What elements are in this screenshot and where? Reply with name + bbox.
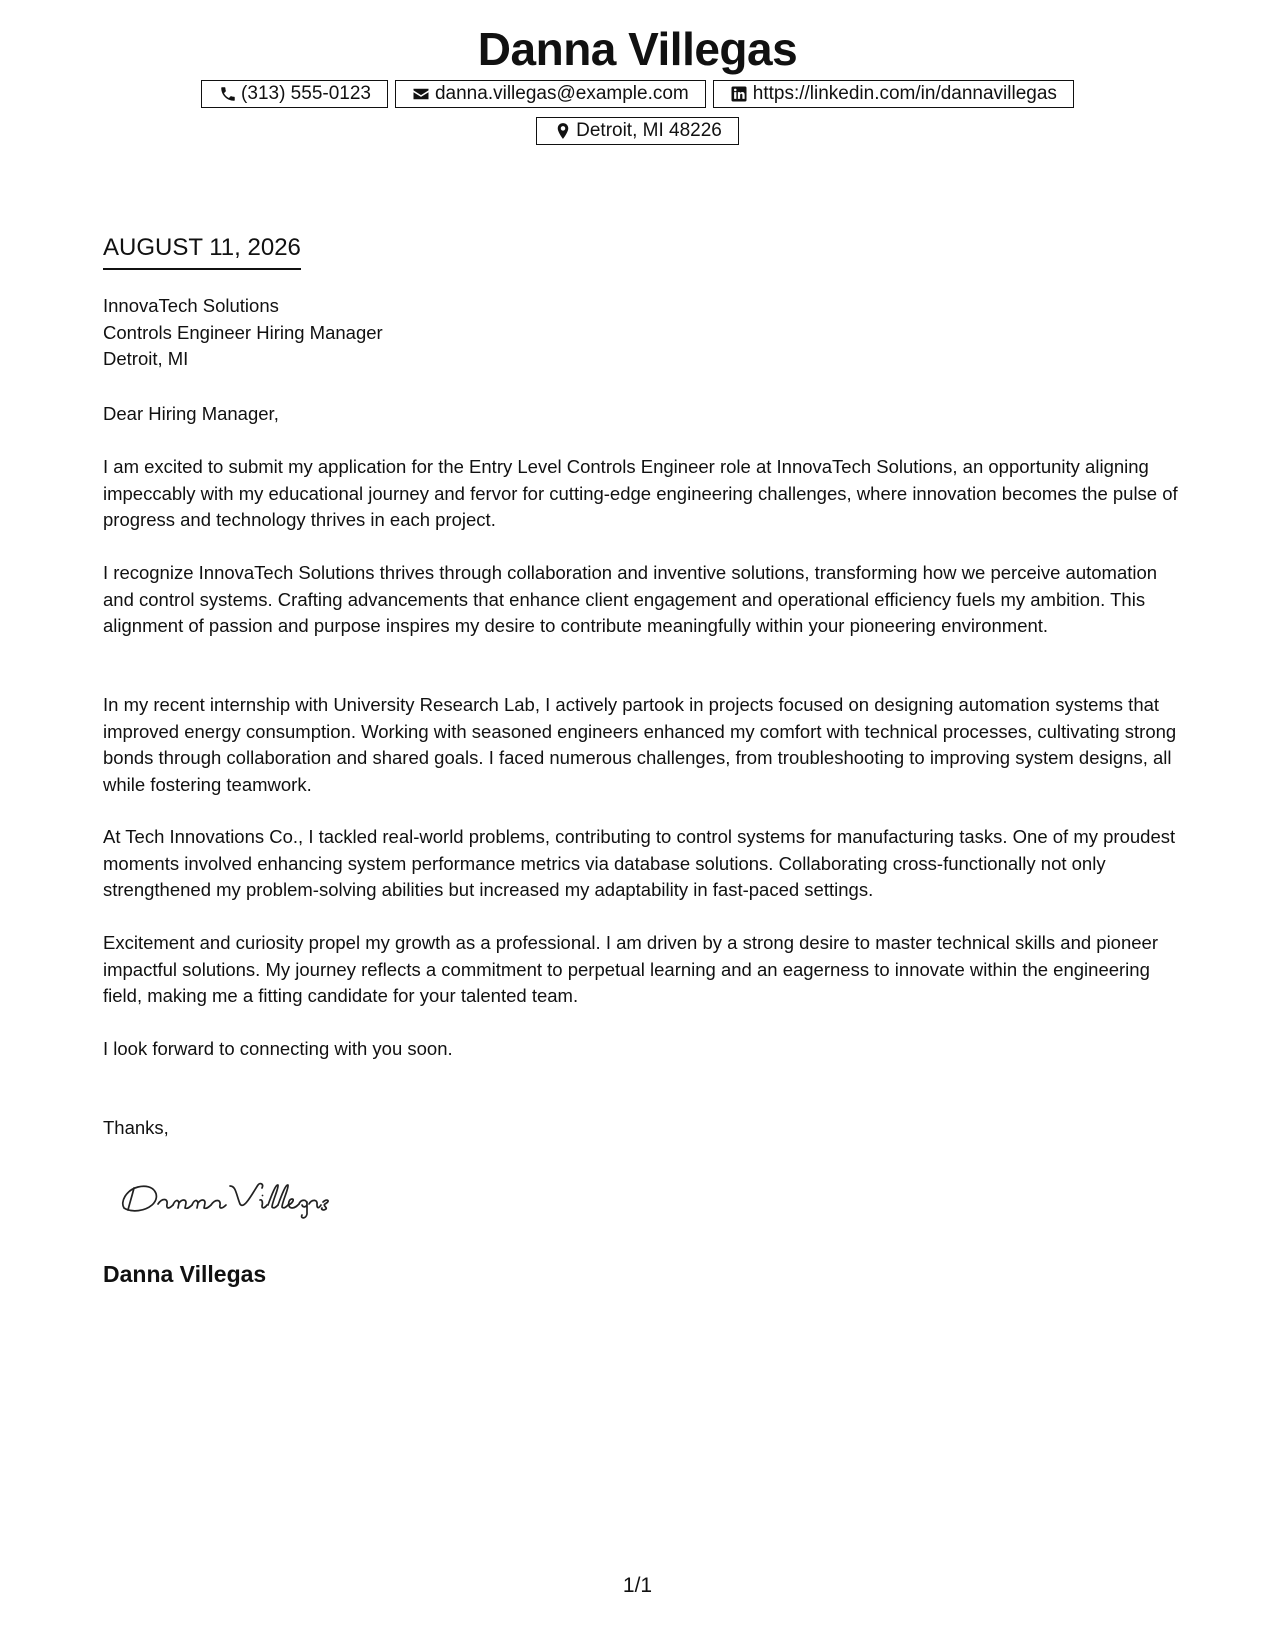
contact-info-row (0, 80, 1275, 108)
email-text: danna.villegas@example.com (434, 83, 689, 104)
body-paragraph-4: At Tech Innovations Co., I tackled real-world problems, contributing to control systems for manufacturing tasks. One of my proudest moments involved enhancing system performance metrics via database solutions. Collaborating cross-functionally not only strengthened my problem-solving abilities but increased my adaptability in fast-paced settings. (103, 826, 1176, 900)
location-row (0, 117, 1275, 145)
handwritten-signature (112, 1172, 352, 1222)
applicant-name-heading: Danna Villegas (477, 23, 798, 75)
body-paragraph-1: I am excited to submit my application for the Entry Level Controls Engineer role at InnovaTech Solutions, an opportunity aligning impeccably with my educational journey and fervor for cutting-edge engineering challenges, where innovation becomes the pulse of progress and technology thrives in each project. (103, 456, 1178, 530)
email-contact[interactable] (395, 80, 706, 108)
linkedin-icon (730, 85, 749, 104)
recipient-city: Detroit, MI (103, 348, 189, 369)
location-contact (536, 117, 739, 145)
body-paragraph-3: In my recent internship with University Research Lab, I actively partook in projects focused on designing automation systems that improved energy consumption. Working with seasoned engineers enhanced my comfort with technical processes, cultivating strong bonds through collaboration and shared goals. I faced numerous challenges, from troubleshooting to improving system designs, all while fostering teamwork. (103, 694, 1177, 795)
map-marker-icon (553, 122, 572, 141)
letter-date: AUGUST 11, 2026 (103, 232, 301, 270)
signer-name: Danna Villegas (103, 1261, 267, 1287)
recipient-block (103, 293, 383, 373)
linkedin-text: https://linkedin.com/in/dannavillegas (752, 83, 1057, 104)
recipient-company: InnovaTech Solutions (103, 295, 279, 316)
linkedin-contact[interactable] (713, 80, 1074, 108)
phone-contact[interactable] (201, 80, 388, 108)
recipient-title: Controls Engineer Hiring Manager (103, 321, 383, 343)
closing-line: I look forward to connecting with you soon. (103, 1038, 453, 1059)
phone-text: (313) 555-0123 (241, 83, 371, 104)
envelope-icon (412, 85, 431, 104)
page-indicator: 1/1 (622, 1574, 653, 1597)
body-paragraph-5: Excitement and curiosity propel my growth as a professional. I am driven by a strong desire to master technical skills and pioneer impactful solutions. My journey reflects a commitment to perpetual learning and an eagerness to innovate within the engineering field, making me a fitting candidate for your talented team. (103, 932, 1158, 1006)
phone-icon (218, 85, 237, 104)
signoff: Thanks, (103, 1117, 169, 1138)
salutation: Dear Hiring Manager, (103, 403, 279, 424)
location-text: Detroit, MI 48226 (576, 120, 722, 141)
body-paragraph-2: I recognize InnovaTech Solutions thrives through collaboration and inventive solutions, transforming how we perceive automation and control systems. Crafting advancements that enhance client engagement and operational efficiency fuels my ambition. This alignment of passion and purpose inspires my desire to contribute meaningfully within your pioneering environment. (103, 562, 1158, 636)
